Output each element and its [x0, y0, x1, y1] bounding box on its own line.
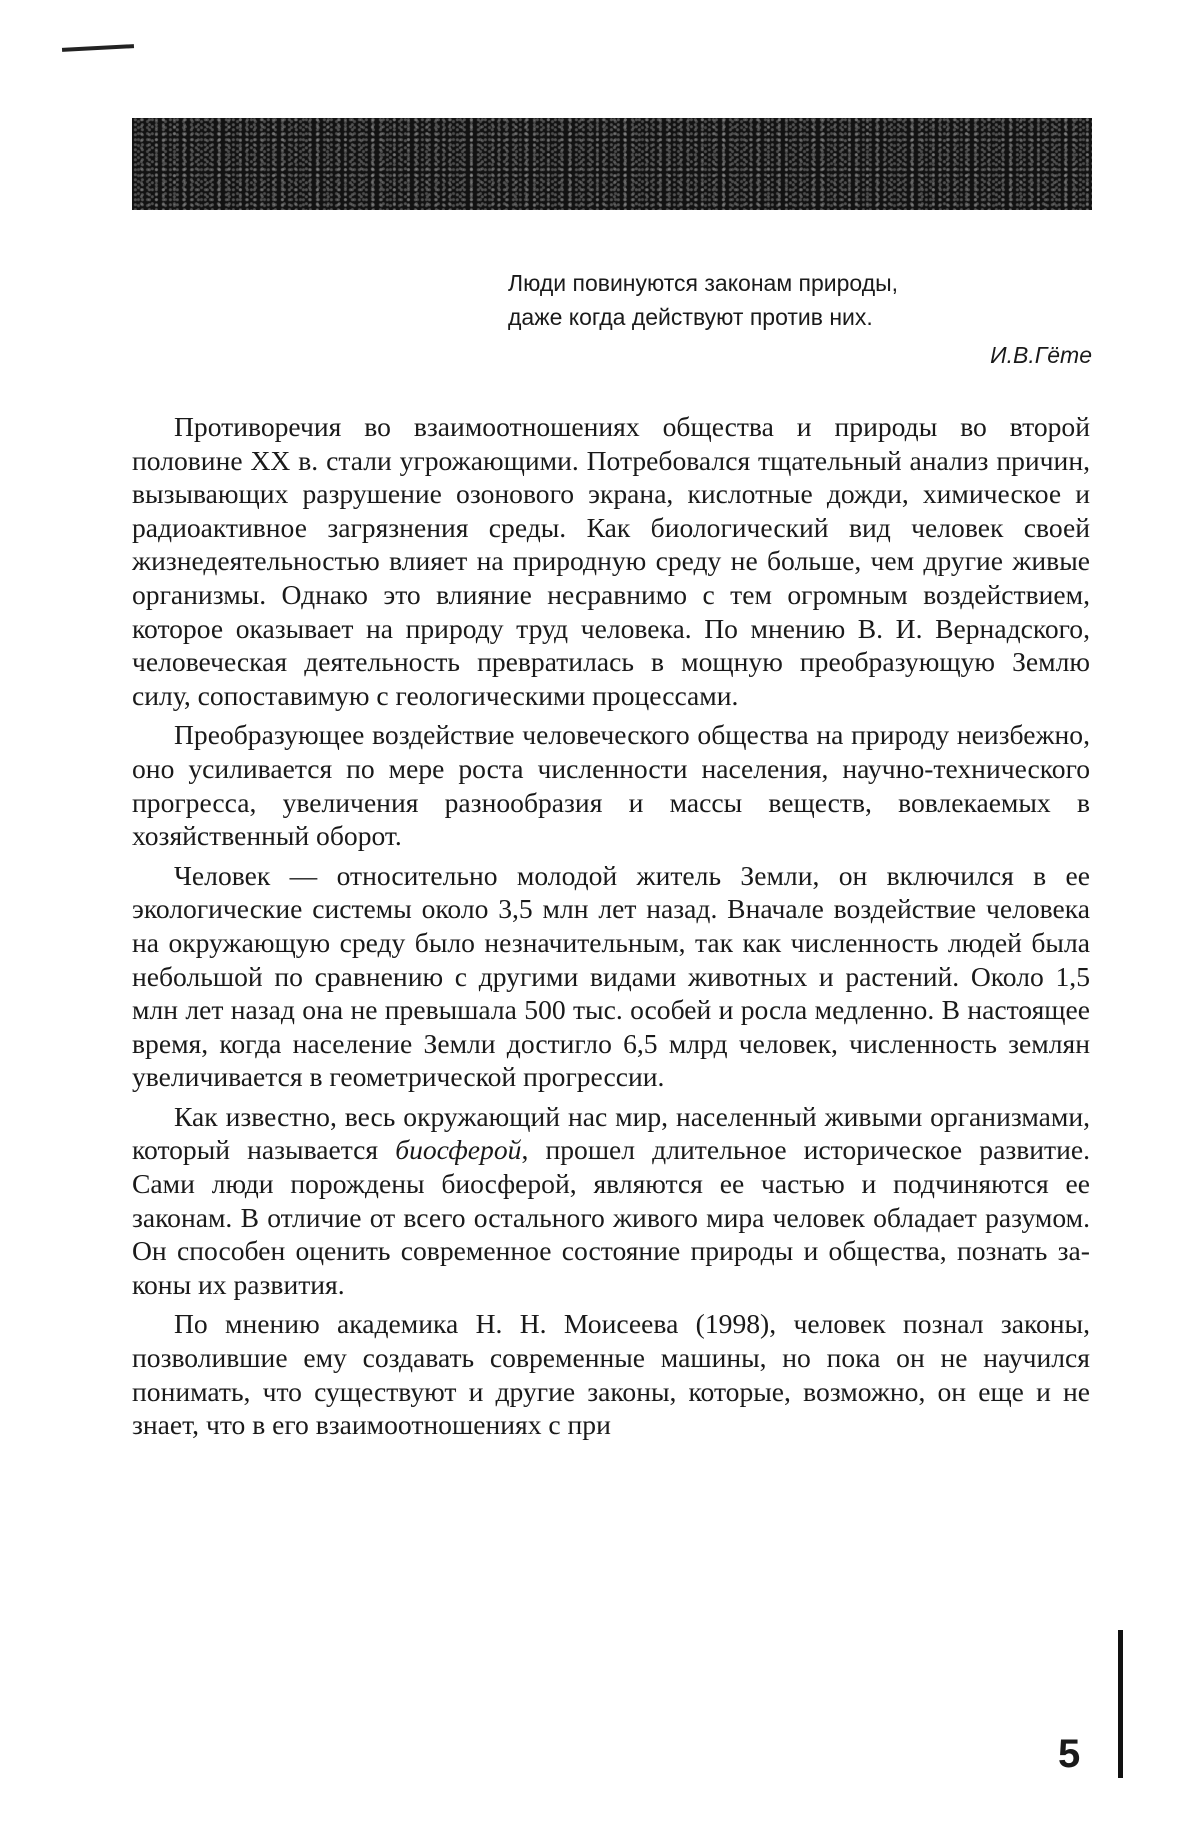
term-biosphere: биосферой: [395, 1134, 521, 1165]
page-number: 5: [1058, 1732, 1080, 1777]
epigraph-author: И.В.Гёте: [472, 338, 1092, 372]
paragraph-3: Человек — относительно молодой житель Земли, он включился в ее экологические системы около 3,5 млн лет назад. Вначале воз­действие человека на окружающую среду было незначительным, так как численность людей была небольшой по сравнению с дру­гими видами животных и растений. Около 1,5 млн лет назад она не превышала 500 тыс. особей и росла медленно. В настоящее время, когда население Земли достигло 6,5 млрд человек, численность землян увеличивается в геометрической прогрессии.: [132, 859, 1090, 1094]
epigraph-quote: [472, 266, 1092, 334]
paragraph-4-part-1: Как известно, весь окружающий нас мир, населенный живыми организмами, который называется: [132, 1101, 1090, 1166]
page-edge-bar: [1118, 1630, 1123, 1778]
paragraph-4: [132, 1100, 1090, 1302]
paragraph-5: По мнению академика Н. Н. Моисеева (1998), человек познал законы, позволившие ему создавать современные машины, но пока он не научился понимать, что существуют и другие законы, которые, возможно, он еще и не знает, что в его взаимоотношениях с при­: [132, 1307, 1090, 1441]
epigraph: [472, 266, 1092, 372]
body-text: [132, 410, 1090, 1448]
epigraph-line-2: даже когда действуют против них.: [508, 304, 873, 330]
chapter-header-band: [132, 118, 1092, 210]
epigraph-line-1: Люди повинуются законам природы,: [508, 270, 898, 296]
scan-corner-mark: [62, 44, 134, 52]
paragraph-2: Преобразующее воздействие человеческого общества на при­роду неизбежно, оно усиливается по мере роста численности на­селения, научно-технического прогресса, увеличения разнообразия и массы веществ, вовлекаемых в хозяйственный оборот.: [132, 718, 1090, 852]
paragraph-1: Противоречия во взаимоотношениях общества и природы во второй половине XX в. стали угрожающими. Потребовался тща­тельный анализ причин, вызывающих разрушение озонового экра­на, кислотные дожди, химическое и радиоактивное загрязнения среды. Как биологический вид человек своей жизнедеятельностью влияет на природную среду не больше, чем другие живые организ­мы. Однако это влияние несравнимо с тем огромным воздействием, которое оказывает на природу труд человека. По мнению В. И. Вер­надского, человеческая деятельность превратилась в мощную пре­образующую Землю силу, сопоставимую с геологическими про­цессами.: [132, 410, 1090, 712]
paragraph-4-part-2: , прошел длительное историческое развитие. Сами люди порождены биосферой, явля­ются ее частью и подчиняются ее законам. В отличие от всего остального живого мира человек обладает разумом. Он способен оценить современное состояние природы и общества, познать за­коны их развития.: [132, 1134, 1090, 1299]
